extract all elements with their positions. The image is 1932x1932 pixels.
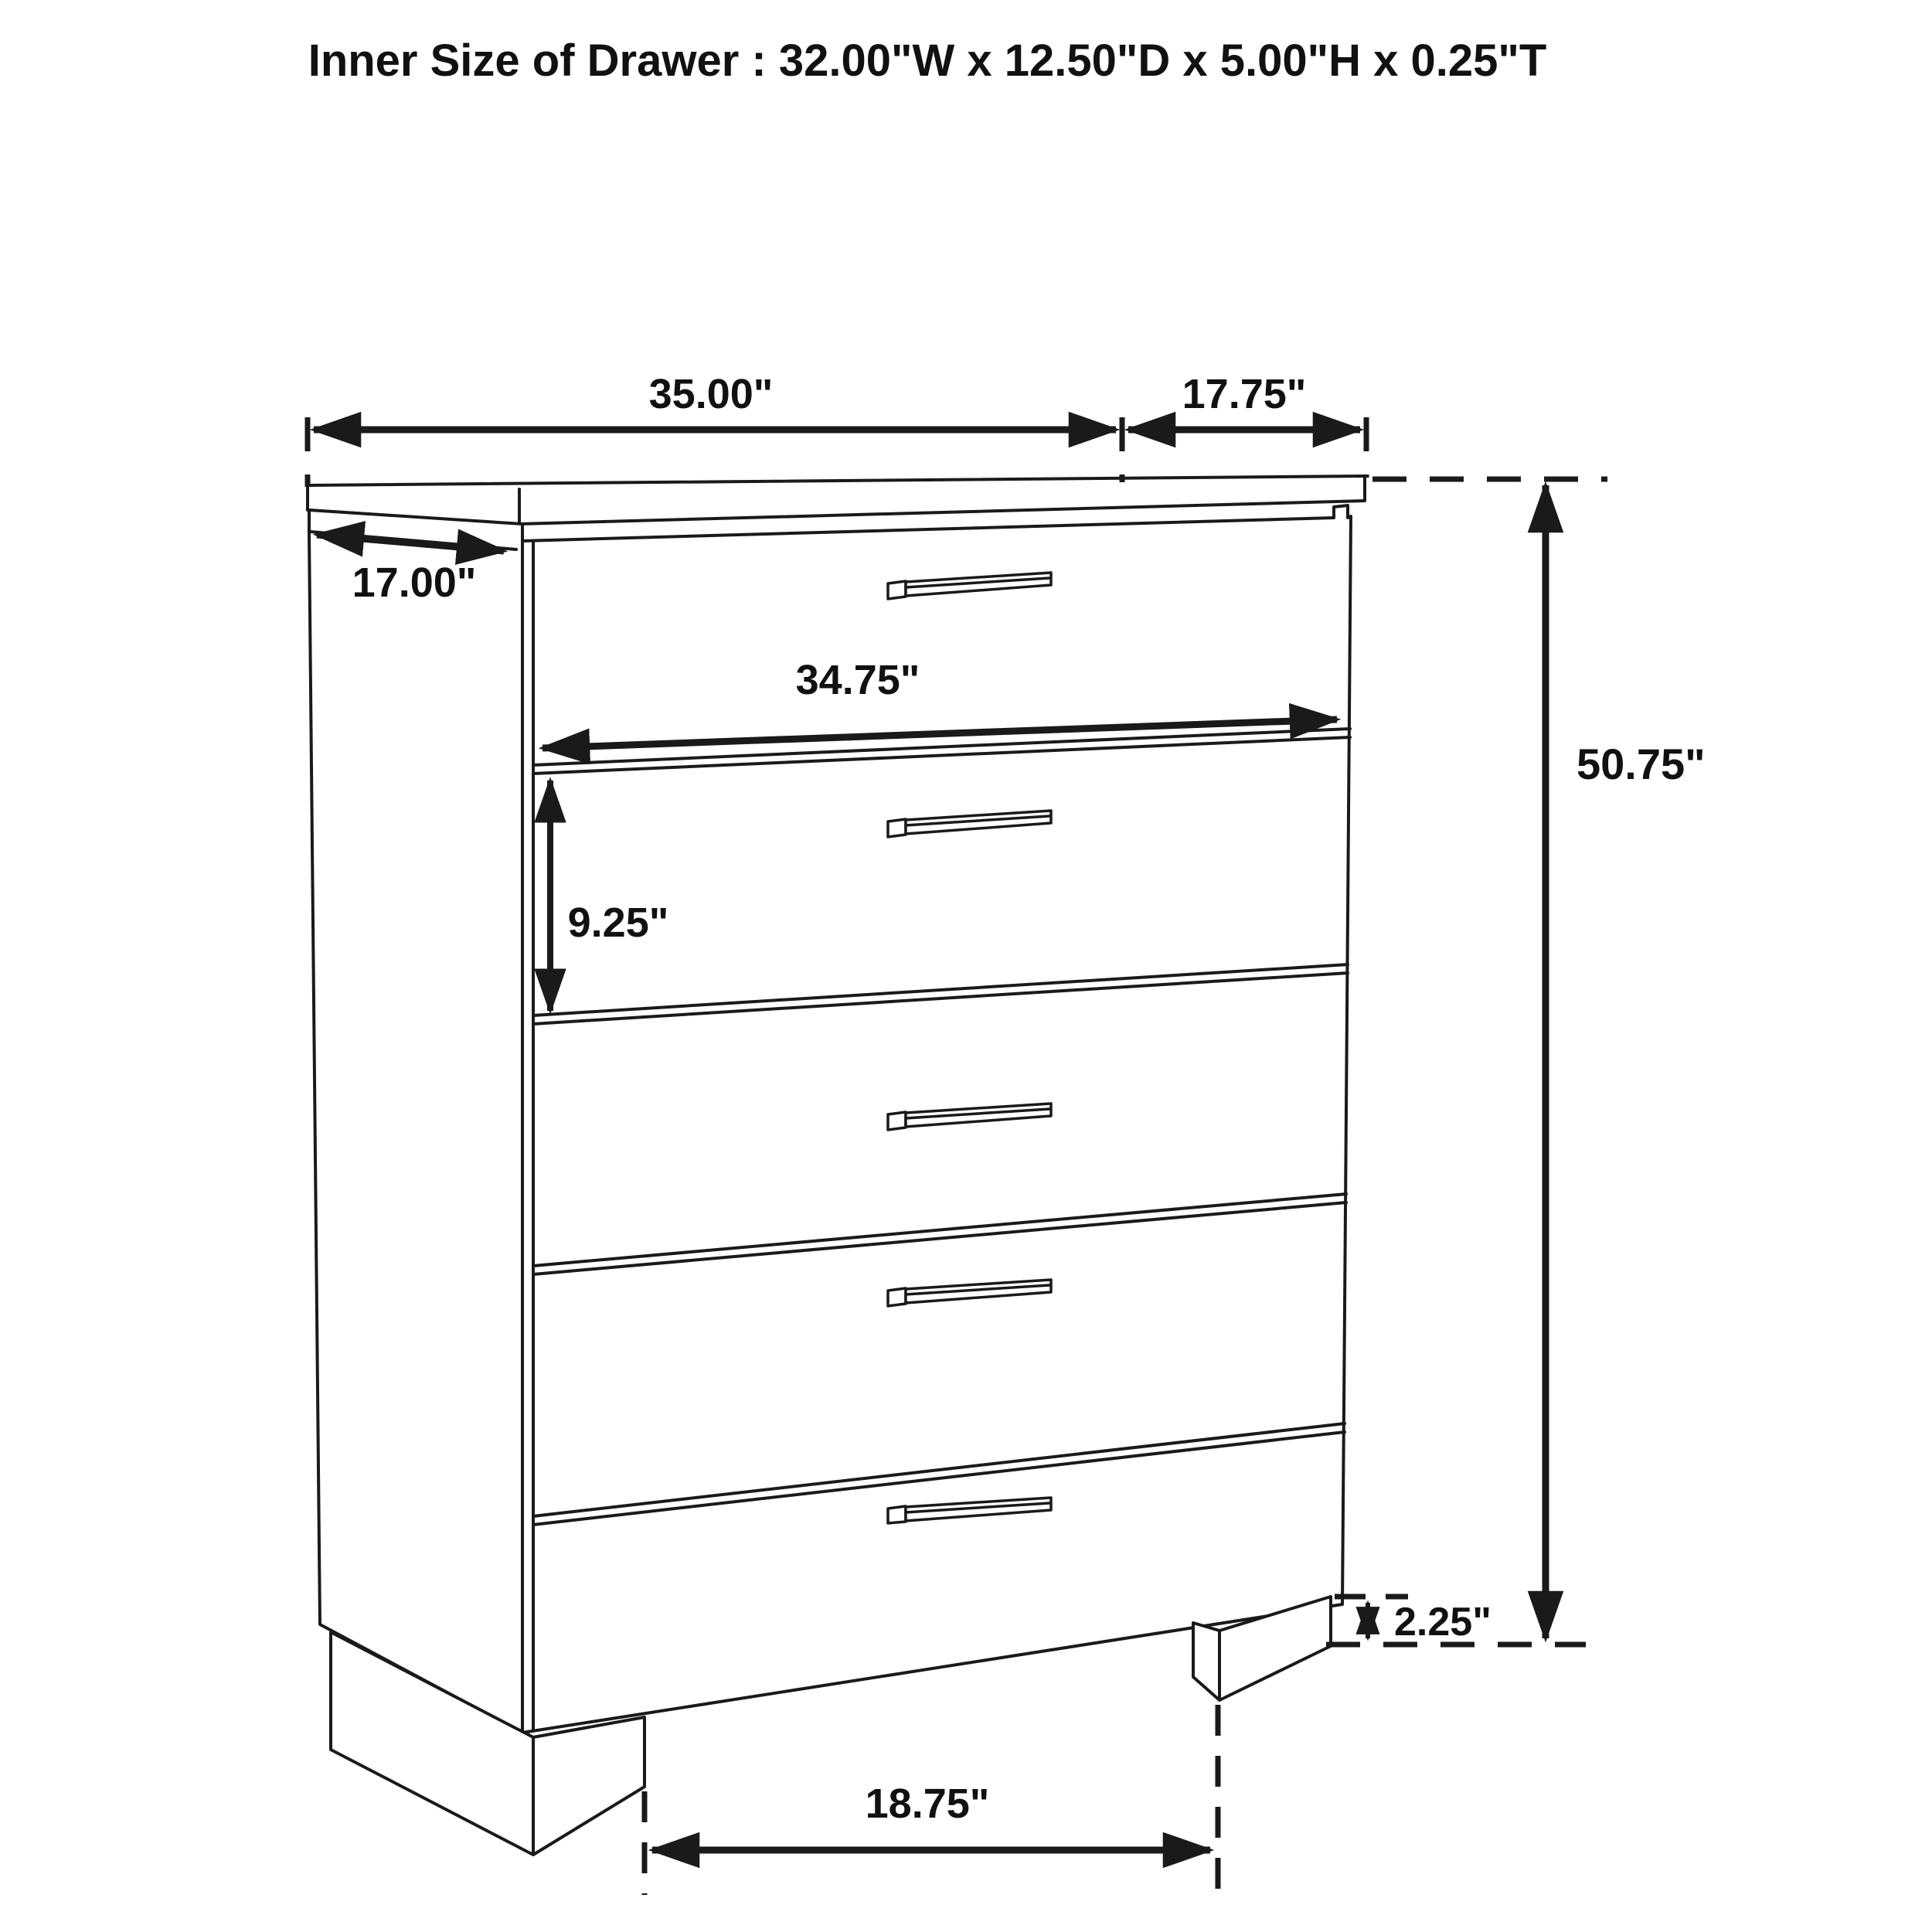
- dim-top-width-label: 35.00": [648, 371, 774, 417]
- dim-top-depth: [1128, 371, 1366, 478]
- dim-leg-height-label: 2.25": [1394, 1600, 1492, 1645]
- dim-top-width: [308, 371, 1122, 487]
- chest-top-panel: [308, 476, 1365, 524]
- dim-side-depth-label: 17.00": [352, 560, 477, 606]
- dim-overall-height-label: 50.75": [1577, 740, 1706, 788]
- dim-drawer-width-label: 34.75": [795, 657, 920, 703]
- dim-drawer-height-label: 9.25": [567, 900, 669, 946]
- dim-top-depth-label: 17.75": [1182, 371, 1307, 417]
- dim-leg-span-label: 18.75": [865, 1781, 990, 1827]
- page-title: Inner Size of Drawer : 32.00"W x 12.50"D x 5.00"H x 0.25"T: [308, 36, 1547, 86]
- dim-leg-span: [645, 1705, 1218, 1895]
- chest-side-panel: [309, 510, 522, 1733]
- dim-overall-height: [1372, 479, 1706, 1638]
